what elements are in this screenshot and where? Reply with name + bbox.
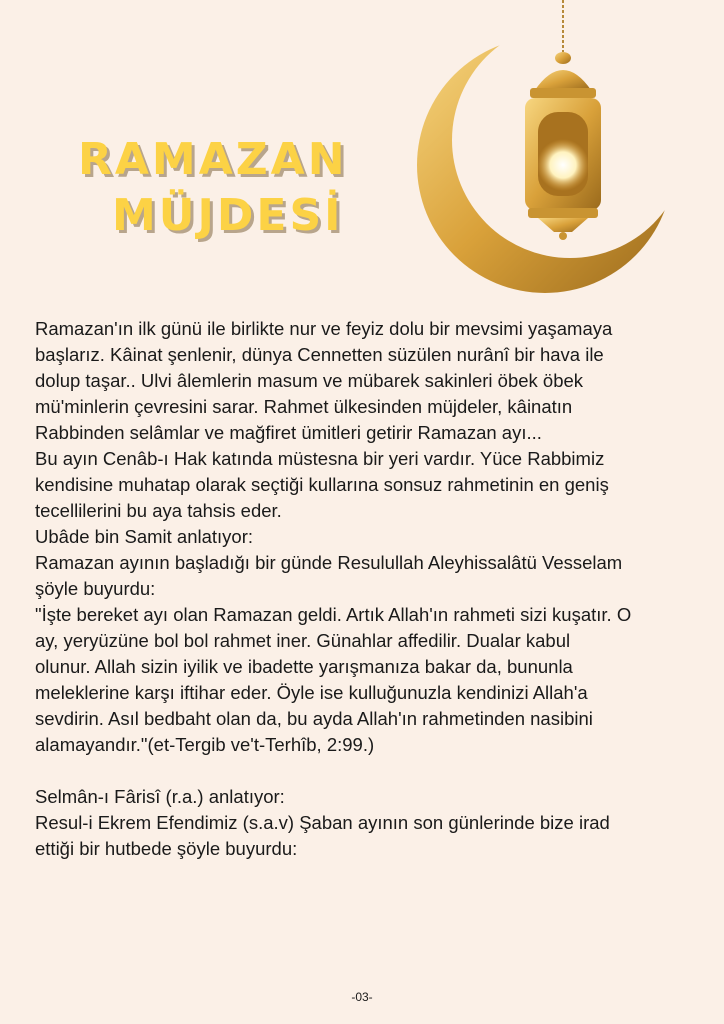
text-line: Ramazan'ın ilk günü ile birlikte nur ve feyiz dolu bir mevsimi yaşamaya bbox=[35, 318, 613, 339]
text-line: alamayandır."(et-Tergib ve't-Terhîb, 2:99.) bbox=[35, 734, 375, 755]
text-line: Rabbinden selâmlar ve mağfiret ümitleri getirir Ramazan ayı... bbox=[35, 422, 542, 443]
text-line: Resul-i Ekrem Efendimiz (s.a.v) Şaban ayının son günlerinde bize irad bbox=[35, 812, 610, 833]
title-line-2: MÜJDESİ bbox=[112, 190, 344, 241]
text-line: Bu ayın Cenâb-ı Hak katında müstesna bir yeri vardır. Yüce Rabbimiz bbox=[35, 448, 605, 469]
text-line: mü'minlerin çevresini sarar. Rahmet ülkesinden müjdeler, kâinatın bbox=[35, 396, 573, 417]
text-line: ettiği bir hutbede şöyle buyurdu: bbox=[35, 838, 298, 859]
text-line: olunur. Allah sizin iyilik ve ibadette yarışmanıza bakar da, bununla bbox=[35, 656, 573, 677]
body-text bbox=[35, 316, 705, 862]
crescent-moon-lantern-icon bbox=[410, 0, 670, 300]
title-line-1: RAMAZAN bbox=[78, 134, 348, 185]
text-line: dolup taşar.. Ulvi âlemlerin masum ve mübarek sakinleri öbek öbek bbox=[35, 370, 584, 391]
text-line: kendisine muhatap olarak seçtiği kullarına sonsuz rahmetinin en geniş bbox=[35, 474, 609, 495]
text-line: Ramazan ayının başladığı bir günde Resulullah Aleyhissalâtü Vesselam bbox=[35, 552, 623, 573]
text-line: Selmân-ı Fârisî (r.a.) anlatıyor: bbox=[35, 786, 285, 807]
text-line: ay, yeryüzüne bol bol rahmet iner. Günahlar affedilir. Dualar kabul bbox=[35, 630, 571, 651]
text-line: meleklerine karşı iftihar eder. Öyle ise kulluğunuzla kendinizi Allah'a bbox=[35, 682, 588, 703]
text-line: sevdirin. Asıl bedbaht olan da, bu ayda Allah'ın rahmetinden nasibini bbox=[35, 708, 593, 729]
text-line: Ubâde bin Samit anlatıyor: bbox=[35, 526, 254, 547]
text-line: şöyle buyurdu: bbox=[35, 578, 156, 599]
text-line: başlarız. Kâinat şenlenir, dünya Cennetten süzülen nurânî bir hava ile bbox=[35, 344, 604, 365]
page-number: -03- bbox=[351, 990, 373, 1004]
text-line bbox=[35, 758, 705, 784]
text-line: "İşte bereket ayı olan Ramazan geldi. Artık Allah'ın rahmeti sizi kuşatır. O bbox=[35, 604, 632, 625]
text-line: tecellilerini bu aya tahsis eder. bbox=[35, 500, 282, 521]
